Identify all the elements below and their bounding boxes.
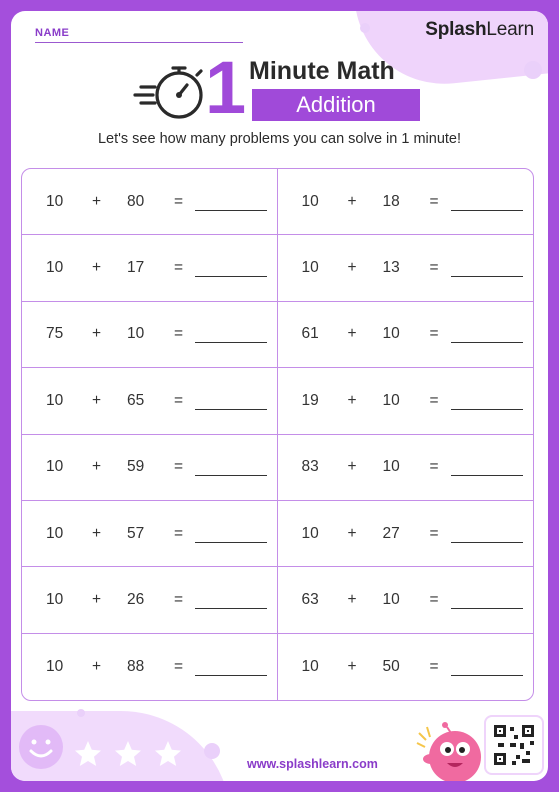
plus-sign: + xyxy=(92,524,102,542)
second-addend: 59 xyxy=(127,458,145,476)
equals-sign: = xyxy=(174,524,184,542)
second-addend: 80 xyxy=(127,192,145,210)
first-addend: 10 xyxy=(46,657,64,675)
answer-blank[interactable] xyxy=(451,409,523,410)
problem-cell xyxy=(22,567,278,633)
plus-sign: + xyxy=(347,657,357,675)
instruction-text: Let's see how many problems you can solve in 1 minute! xyxy=(97,131,462,147)
plus-sign: + xyxy=(347,325,357,343)
plus-sign: + xyxy=(347,391,357,409)
second-addend: 57 xyxy=(127,524,145,542)
second-addend: 10 xyxy=(382,458,400,476)
name-label: NAME xyxy=(35,27,70,39)
equals-sign: = xyxy=(429,192,439,210)
problem-cell xyxy=(22,501,278,567)
answer-blank[interactable] xyxy=(451,675,523,676)
problem-cell xyxy=(278,634,534,700)
big-number: 1 xyxy=(205,46,247,129)
first-addend: 10 xyxy=(301,524,319,542)
first-addend: 10 xyxy=(46,524,64,542)
second-addend: 17 xyxy=(127,259,145,277)
equals-sign: = xyxy=(429,325,439,343)
second-addend: 13 xyxy=(382,259,400,277)
second-addend: 18 xyxy=(382,192,400,210)
equals-sign: = xyxy=(174,391,184,409)
first-addend: 83 xyxy=(301,458,319,476)
star-icon xyxy=(113,739,143,769)
decor-dot xyxy=(204,743,220,759)
worksheet-page xyxy=(11,11,548,781)
first-addend: 61 xyxy=(301,325,319,343)
problem-cell xyxy=(278,567,534,633)
answer-blank[interactable] xyxy=(451,210,523,211)
answer-blank[interactable] xyxy=(195,675,267,676)
monster-mascot-icon xyxy=(411,713,491,781)
decor-dot xyxy=(360,23,370,33)
equals-sign: = xyxy=(174,657,184,675)
star-icon xyxy=(73,739,103,769)
qr-code-icon xyxy=(486,717,542,773)
plus-sign: + xyxy=(92,657,102,675)
first-addend: 75 xyxy=(46,325,64,343)
plus-sign: + xyxy=(92,458,102,476)
second-addend: 27 xyxy=(382,524,400,542)
smiley-icon xyxy=(17,723,65,771)
equals-sign: = xyxy=(174,590,184,608)
answer-blank[interactable] xyxy=(195,542,267,543)
plus-sign: + xyxy=(92,192,102,210)
plus-sign: + xyxy=(92,325,102,343)
name-input-line[interactable] xyxy=(35,42,243,43)
plus-sign: + xyxy=(347,259,357,277)
answer-blank[interactable] xyxy=(451,342,523,343)
subtitle-badge: Addition xyxy=(252,89,420,121)
equals-sign: = xyxy=(174,259,184,277)
second-addend: 88 xyxy=(127,657,145,675)
answer-blank[interactable] xyxy=(451,276,523,277)
equals-sign: = xyxy=(174,325,184,343)
first-addend: 10 xyxy=(46,391,64,409)
problem-cell xyxy=(278,235,534,301)
second-addend: 10 xyxy=(382,590,400,608)
plus-sign: + xyxy=(92,590,102,608)
plus-sign: + xyxy=(347,524,357,542)
problem-cell xyxy=(22,235,278,301)
first-addend: 10 xyxy=(301,192,319,210)
problem-cell xyxy=(278,435,534,501)
problem-grid xyxy=(21,168,534,701)
problem-cell xyxy=(22,435,278,501)
second-addend: 10 xyxy=(382,325,400,343)
first-addend: 10 xyxy=(46,590,64,608)
first-addend: 63 xyxy=(301,590,319,608)
equals-sign: = xyxy=(429,657,439,675)
problem-cell xyxy=(22,634,278,700)
problem-cell xyxy=(22,368,278,434)
answer-blank[interactable] xyxy=(195,608,267,609)
first-addend: 10 xyxy=(301,259,319,277)
stopwatch-icon xyxy=(129,57,209,127)
problem-cell xyxy=(278,501,534,567)
brand-logo: SplashLearn xyxy=(425,19,534,40)
second-addend: 50 xyxy=(382,657,400,675)
answer-blank[interactable] xyxy=(195,210,267,211)
problem-cell xyxy=(22,169,278,235)
decor-dot xyxy=(77,709,85,717)
second-addend: 10 xyxy=(382,391,400,409)
equals-sign: = xyxy=(174,458,184,476)
answer-blank[interactable] xyxy=(195,475,267,476)
problem-cell xyxy=(278,302,534,368)
equals-sign: = xyxy=(429,391,439,409)
star-icon xyxy=(153,739,183,769)
first-addend: 10 xyxy=(46,458,64,476)
answer-blank[interactable] xyxy=(451,475,523,476)
equals-sign: = xyxy=(429,524,439,542)
first-addend: 10 xyxy=(301,657,319,675)
second-addend: 26 xyxy=(127,590,145,608)
second-addend: 10 xyxy=(127,325,145,343)
first-addend: 10 xyxy=(46,192,64,210)
page-title: Minute Math xyxy=(249,57,395,85)
plus-sign: + xyxy=(347,458,357,476)
decor-dot xyxy=(524,61,542,79)
plus-sign: + xyxy=(92,259,102,277)
answer-blank[interactable] xyxy=(195,342,267,343)
equals-sign: = xyxy=(174,192,184,210)
answer-blank[interactable] xyxy=(195,409,267,410)
equals-sign: = xyxy=(429,458,439,476)
answer-blank[interactable] xyxy=(451,608,523,609)
equals-sign: = xyxy=(429,259,439,277)
plus-sign: + xyxy=(92,391,102,409)
problem-cell xyxy=(22,302,278,368)
equals-sign: = xyxy=(429,590,439,608)
problem-cell xyxy=(278,169,534,235)
answer-blank[interactable] xyxy=(451,542,523,543)
problem-cell xyxy=(278,368,534,434)
answer-blank[interactable] xyxy=(195,276,267,277)
first-addend: 19 xyxy=(301,391,319,409)
first-addend: 10 xyxy=(46,259,64,277)
footer-url: www.splashlearn.com xyxy=(247,757,378,771)
second-addend: 65 xyxy=(127,391,145,409)
plus-sign: + xyxy=(347,192,357,210)
plus-sign: + xyxy=(347,590,357,608)
